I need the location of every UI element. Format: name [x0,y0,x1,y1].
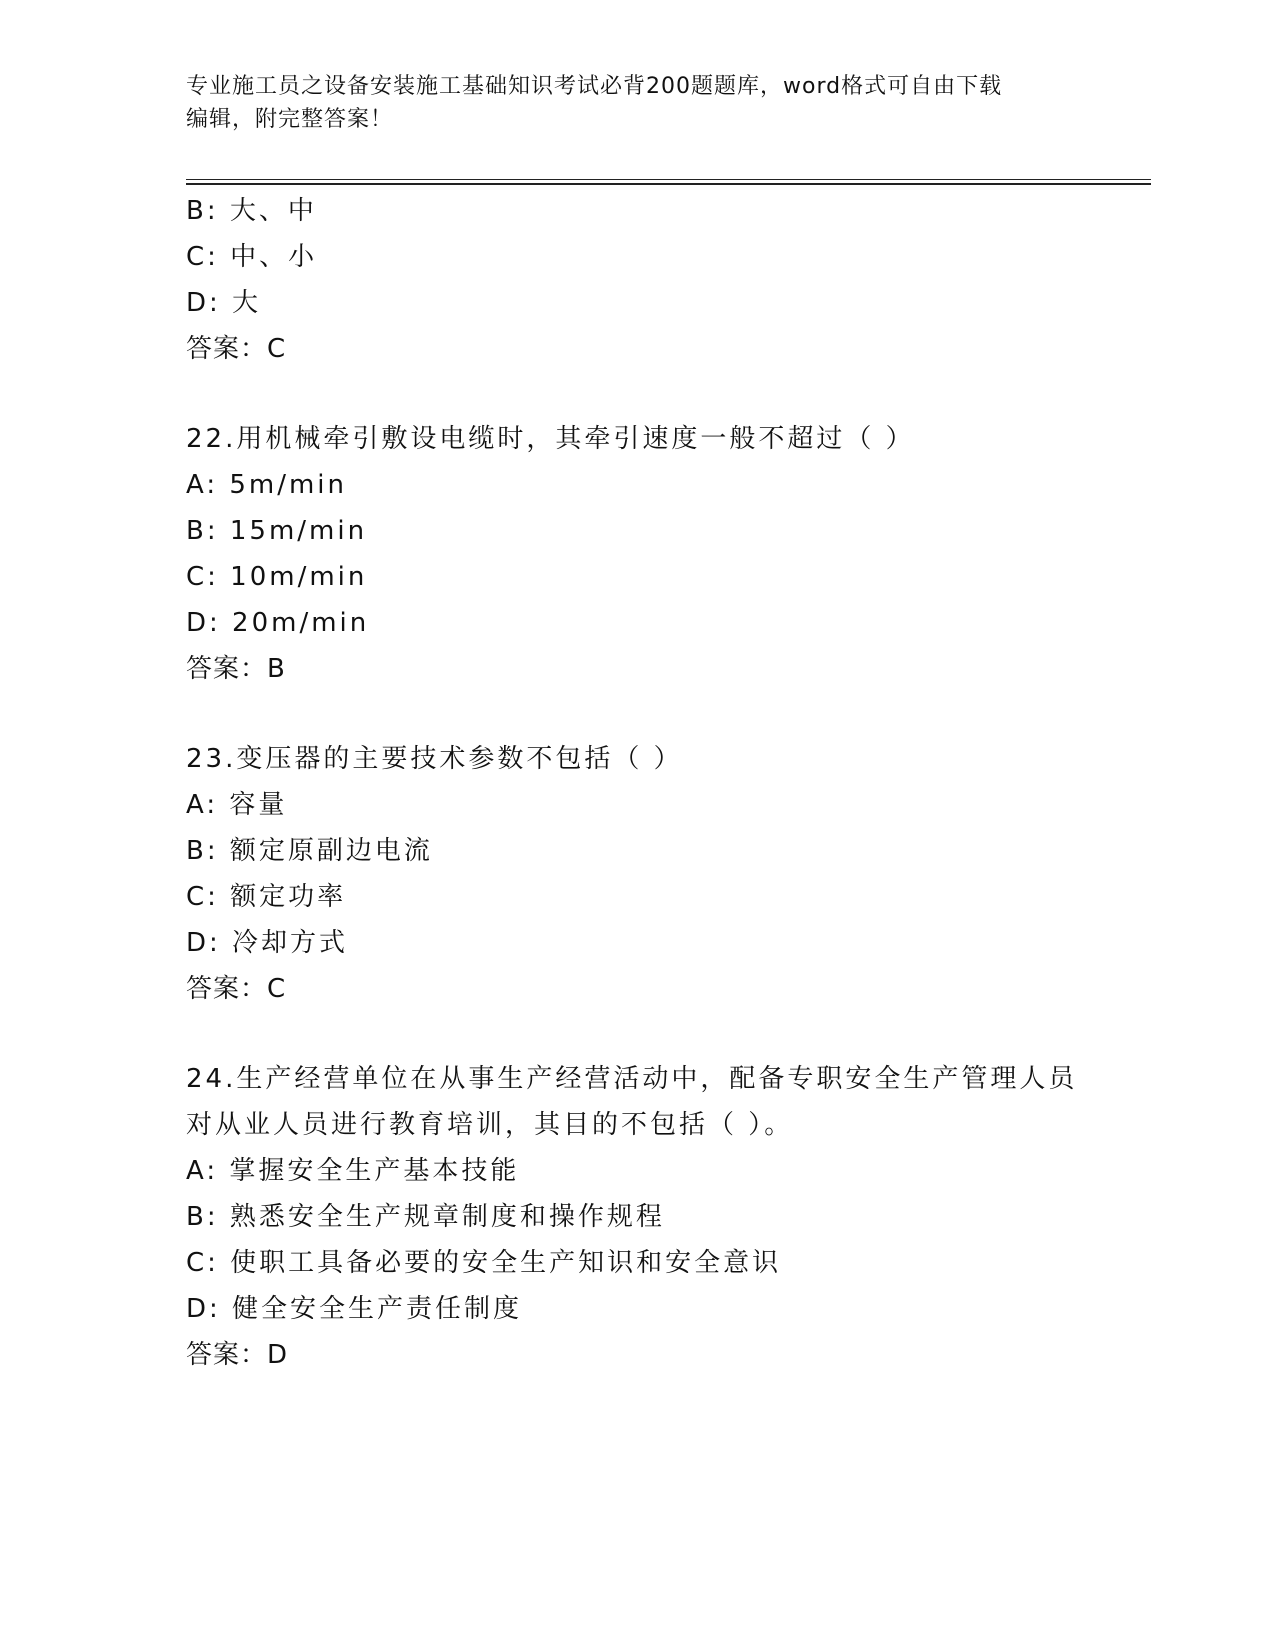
question-gap [186,372,1086,416]
option-b: B: 大、中 [186,196,317,226]
option-c: C: 额定功率 [186,882,347,912]
answer-line: 答案：B [186,654,286,684]
option-b: B: 额定原副边电流 [186,836,433,866]
question-stem: 22.用机械牵引敷设电缆时，其牵引速度一般不超过（ ） [186,424,915,454]
answer-line: 答案：C [186,974,287,1004]
option-d: D: 20m/min [186,608,370,638]
header-rule-thick [186,183,1151,185]
option-d: D: 大 [186,288,262,318]
option-c: C: 10m/min [186,562,368,592]
answer-line: 答案：C [186,334,287,364]
option-d: D: 健全安全生产责任制度 [186,1294,523,1324]
document-header [186,70,1086,136]
question-block-22 [186,416,1086,692]
question-gap [186,1012,1086,1056]
question-stem-line2: 对从业人员进行教育培训，其目的不包括（ ）。 [186,1110,794,1140]
option-b: B: 15m/min [186,516,368,546]
option-a: A: 掌握安全生产基本技能 [186,1156,520,1186]
question-block-23 [186,736,1086,1012]
question-gap [186,692,1086,736]
option-a: A: 5m/min [186,470,348,500]
option-d: D: 冷却方式 [186,928,349,958]
question-block-continued [186,188,1086,372]
question-list [186,188,1086,1378]
question-block-24 [186,1056,1086,1378]
option-c: C: 中、小 [186,242,318,272]
header-title-line1: 专业施工员之设备安装施工基础知识考试必背200题题库，word格式可自由下载 [186,74,1003,99]
option-a: A: 容量 [186,790,288,820]
header-title-line2: 编辑，附完整答案！ [186,107,394,132]
option-c: C: 使职工具备必要的安全生产知识和安全意识 [186,1248,782,1278]
question-stem-line1: 24.生产经营单位在从事生产经营活动中，配备专职安全生产管理人员 [186,1064,1078,1094]
answer-line: 答案：D [186,1340,289,1370]
question-stem: 23.变压器的主要技术参数不包括（ ） [186,744,683,774]
header-rule-thin [186,179,1151,180]
option-b: B: 熟悉安全生产规章制度和操作规程 [186,1202,665,1232]
